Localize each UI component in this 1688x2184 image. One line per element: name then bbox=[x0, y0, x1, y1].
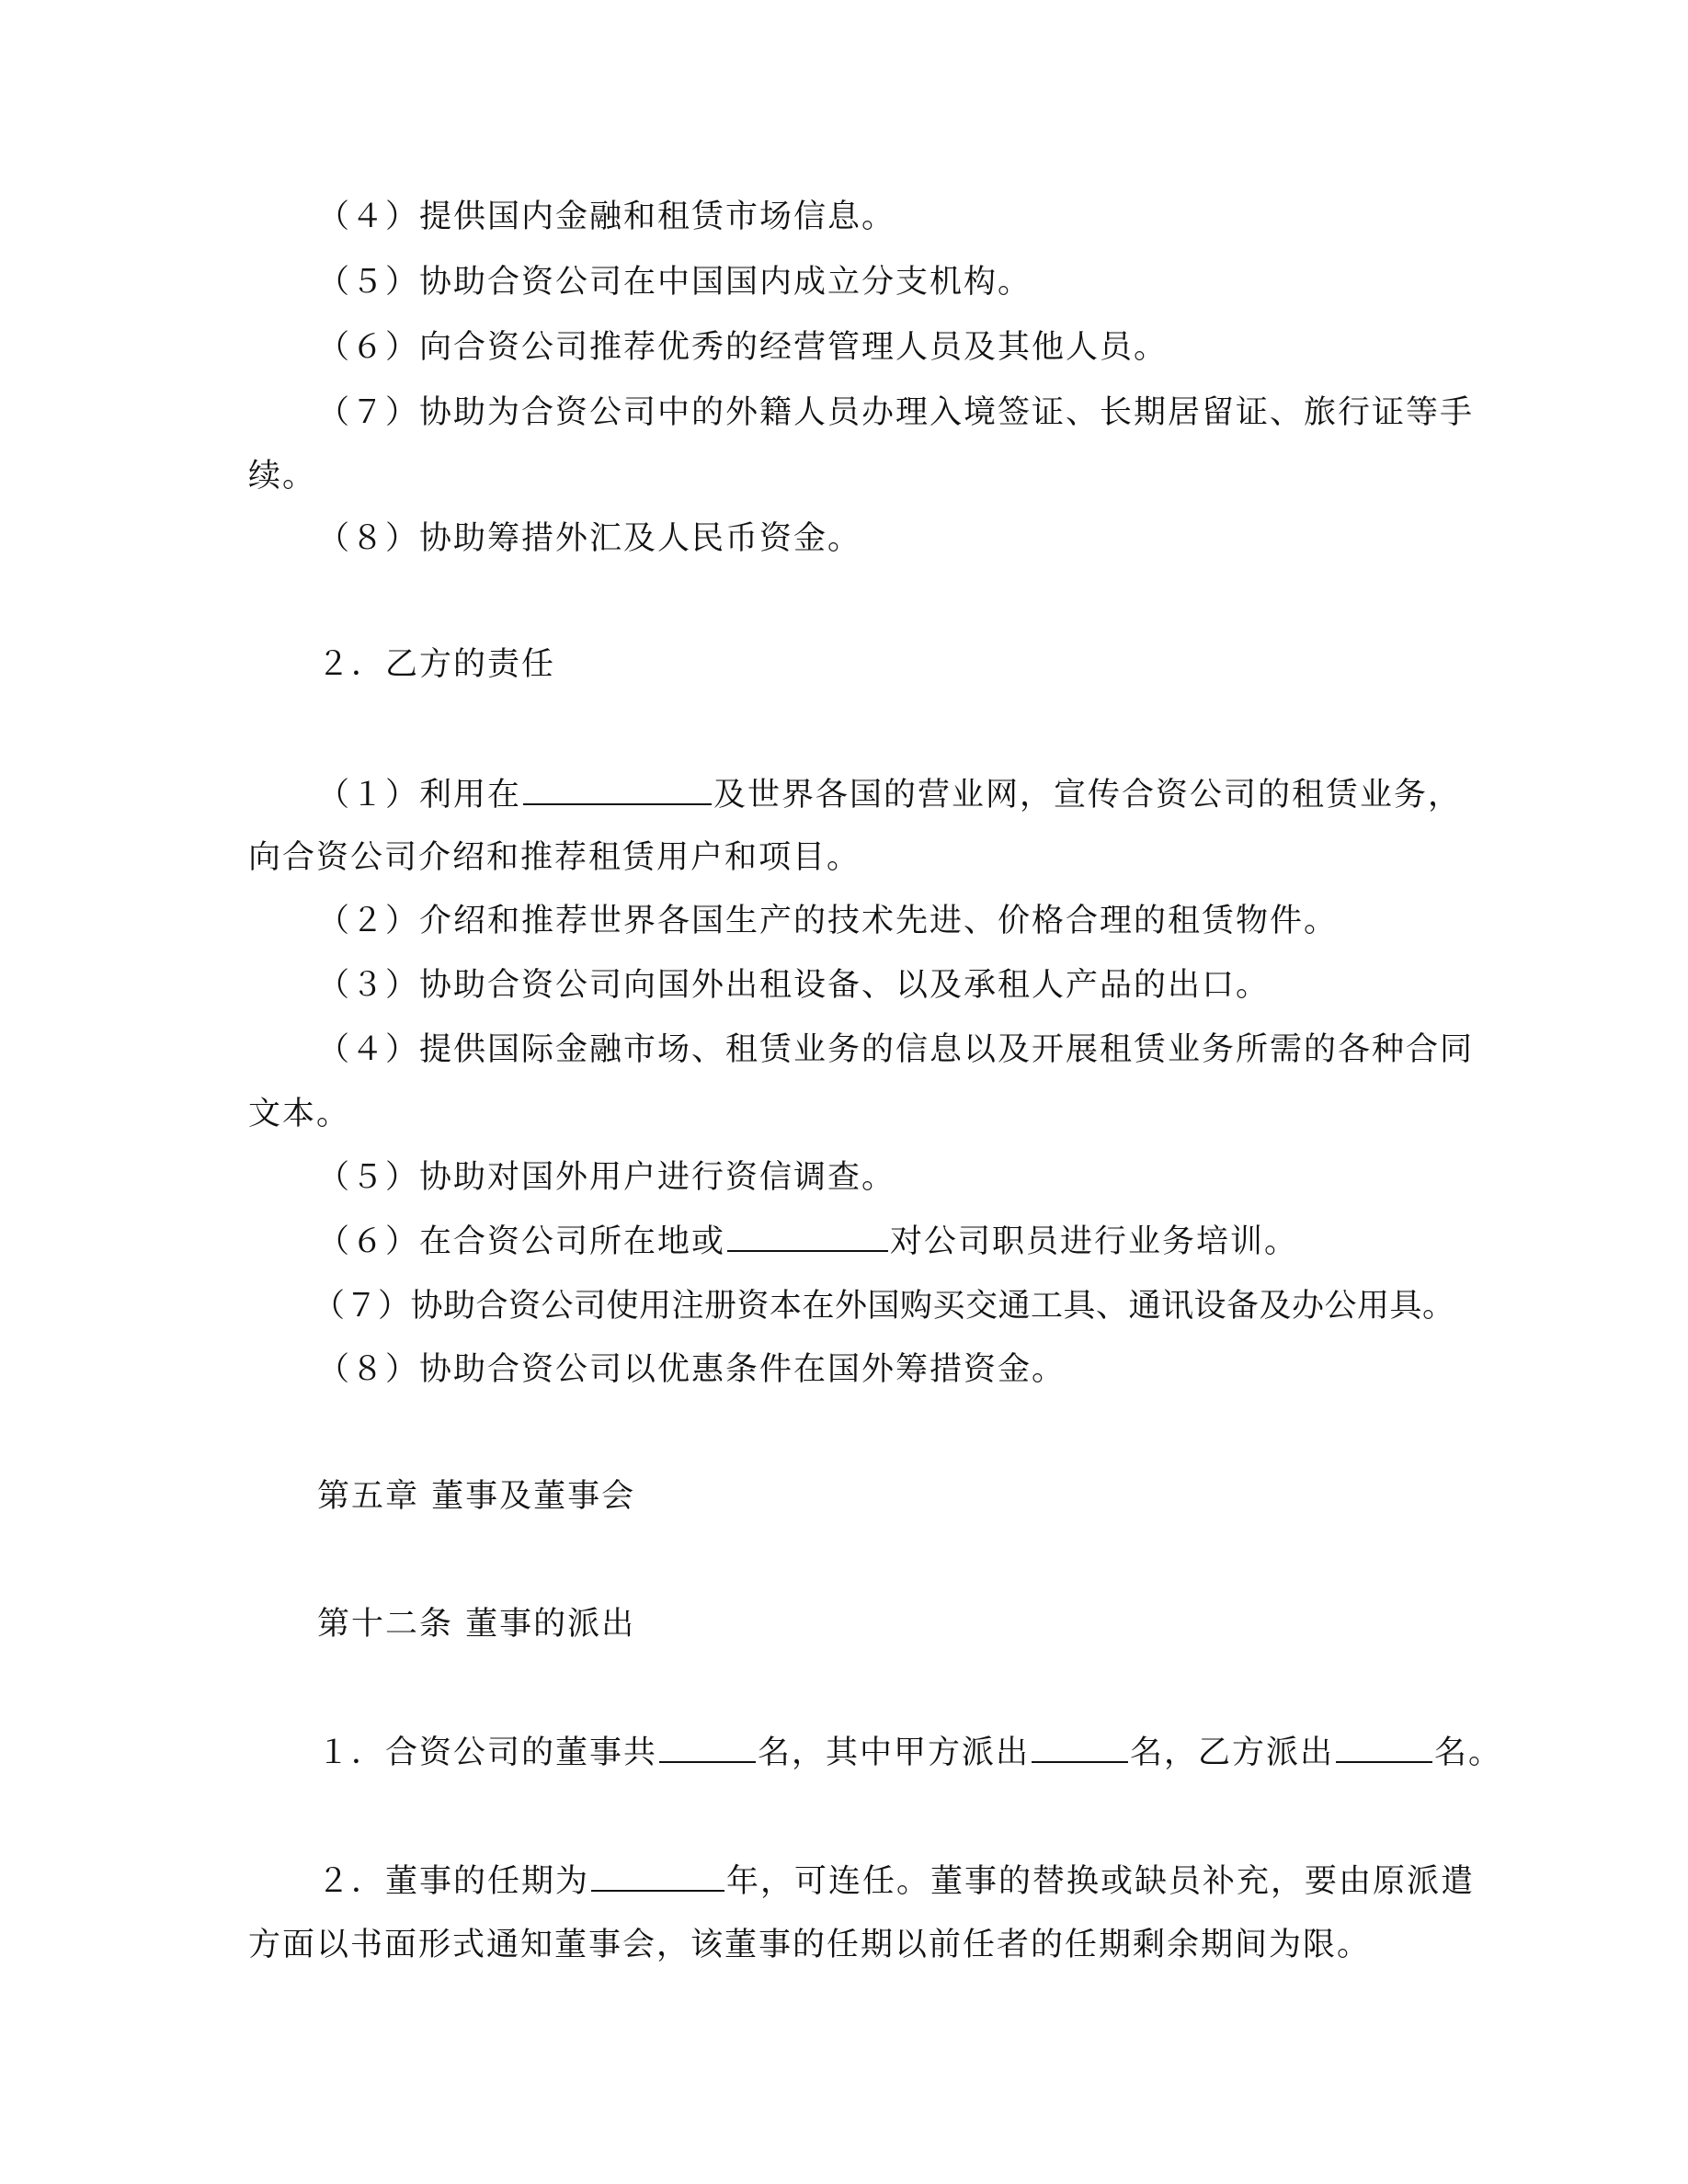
text-segment: （６）在合资公司所在地或 bbox=[317, 1223, 726, 1260]
blank-field bbox=[1032, 1734, 1128, 1763]
blank-field bbox=[727, 1223, 888, 1252]
blank-field bbox=[591, 1862, 724, 1892]
list-item: （７）协助为合资公司中的外籍人员办理入境签证、长期居留证、旅行证等手 bbox=[317, 394, 1475, 431]
text-segment: ２．董事的任期为 bbox=[317, 1863, 590, 1900]
list-item: （５）协助合资公司在中国国内成立分支机构。 bbox=[317, 264, 1032, 301]
blank-field bbox=[523, 776, 712, 805]
paragraph-continuation: 方面以书面形式通知董事会，该董事的任期以前任者的任期剩余期间为限。 bbox=[248, 1927, 1372, 1963]
list-item-continuation: 续。 bbox=[248, 458, 317, 495]
paragraph bbox=[317, 1731, 1502, 1775]
text-segment: 对公司职员进行业务培训。 bbox=[890, 1223, 1299, 1260]
blank-field bbox=[1336, 1734, 1432, 1763]
blank-field bbox=[659, 1734, 756, 1763]
text-segment: １．合资公司的董事共 bbox=[317, 1735, 658, 1771]
text-segment: 名。 bbox=[1434, 1735, 1503, 1771]
list-item: （４）提供国际金融市场、租赁业务的信息以及开展租赁业务所需的各种合同 bbox=[317, 1031, 1475, 1068]
list-item bbox=[317, 1220, 1298, 1264]
article-heading: 第十二条 董事的派出 bbox=[317, 1606, 636, 1643]
text-segment: 名，乙方派出 bbox=[1130, 1735, 1335, 1771]
text-segment: 年，可连任。董事的替换或缺员补充，要由原派遣 bbox=[726, 1863, 1476, 1900]
list-item: （２）介绍和推荐世界各国生产的技术先进、价格合理的租赁物件。 bbox=[317, 903, 1339, 939]
chapter-heading: 第五章 董事及董事会 bbox=[317, 1478, 636, 1515]
list-item-continuation: 向合资公司介绍和推荐租赁用户和项目。 bbox=[248, 839, 861, 876]
list-item: （３）协助合资公司向国外出租设备、以及承租人产品的出口。 bbox=[317, 967, 1271, 1004]
section-heading-party-b: ２．乙方的责任 bbox=[317, 646, 556, 683]
list-item bbox=[317, 773, 1462, 817]
list-item: （８）协助筹措外汇及人民币资金。 bbox=[317, 520, 862, 557]
list-item: （８）协助合资公司以优惠条件在国外筹措资金。 bbox=[317, 1351, 1066, 1388]
list-item: （４）提供国内金融和租赁市场信息。 bbox=[317, 199, 896, 235]
text-segment: 名，其中甲方派出 bbox=[758, 1735, 1031, 1771]
list-item: （５）协助对国外用户进行资信调查。 bbox=[317, 1159, 896, 1196]
paragraph bbox=[317, 1860, 1475, 1904]
list-item-continuation: 文本。 bbox=[248, 1096, 351, 1132]
text-segment: 及世界各国的营业网，宣传合资公司的租赁业务， bbox=[713, 777, 1463, 813]
list-item: （７）协助合资公司使用注册资本在外国购买交通工具、通讯设备及办公用具。 bbox=[313, 1288, 1455, 1325]
list-item: （６）向合资公司推荐优秀的经营管理人员及其他人员。 bbox=[317, 329, 1169, 366]
text-segment: （１）利用在 bbox=[317, 777, 522, 813]
